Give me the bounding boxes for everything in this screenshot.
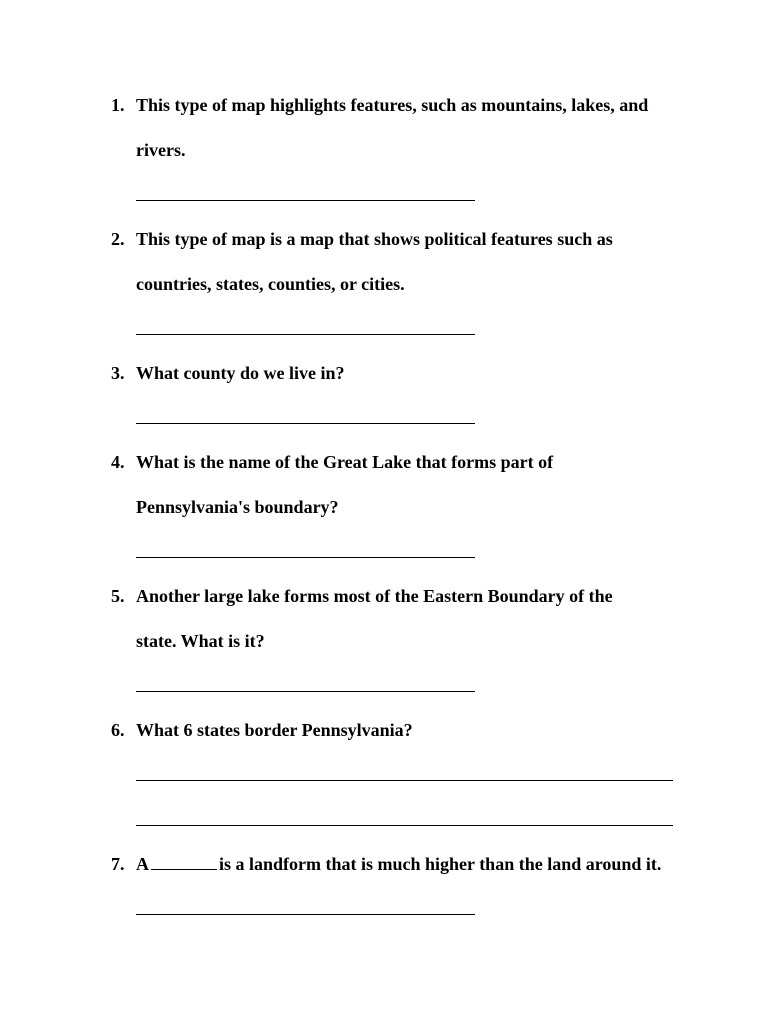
answer-line[interactable] [136,780,673,781]
answer-line[interactable] [136,423,475,424]
question-text-line: Another large lake forms most of the Eastern Boundary of the [136,586,613,606]
question-suffix: is a landform that is much higher than the land around it. [219,854,662,874]
question-number: 3. [111,363,125,383]
question-text-line: countries, states, counties, or cities. [136,274,405,294]
question-text-line: What is the name of the Great Lake that forms part of [136,452,554,472]
question-text-line: What county do we live in? [136,363,345,383]
question-text-line: This type of map is a map that shows political features such as [136,229,613,249]
answer-line[interactable] [136,691,475,692]
answer-line[interactable] [136,557,475,558]
question-number: 2. [111,229,125,249]
question-number: 4. [111,452,125,472]
question-text-line: What 6 states border Pennsylvania? [136,720,413,740]
answer-line[interactable] [136,200,475,201]
question-number: 7. [111,854,125,874]
question-text-line: state. What is it? [136,631,265,651]
question-number: 6. [111,720,125,740]
question-text-line: This type of map highlights features, such as mountains, lakes, and [136,95,649,115]
answer-line[interactable] [136,825,673,826]
question-prefix: A [136,854,149,874]
question-number: 5. [111,586,125,606]
question-number: 1. [111,95,125,115]
answer-line[interactable] [136,914,475,915]
inline-blank[interactable] [151,855,217,870]
question-text-line: rivers. [136,140,186,160]
answer-line[interactable] [136,334,475,335]
question-text-line: Pennsylvania's boundary? [136,497,339,517]
question-text-line [136,855,661,873]
